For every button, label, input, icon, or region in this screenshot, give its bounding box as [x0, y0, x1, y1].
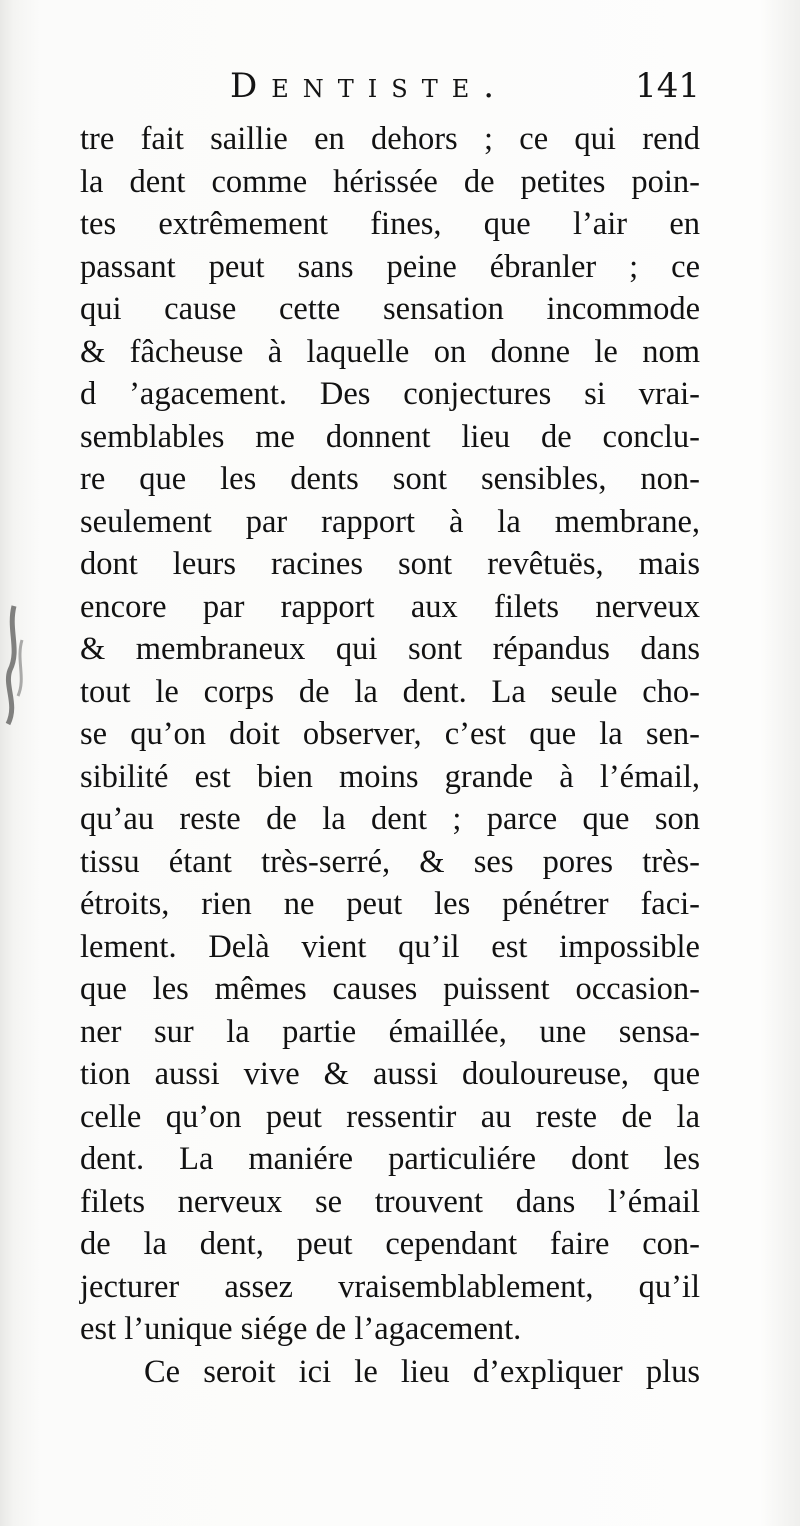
text-line: tre fait saillie en dehors ; ce qui rend — [80, 121, 700, 157]
text-line: & membraneux qui sont répandus dans — [80, 631, 700, 667]
text-line: tissu étant très-serré, & ses pores très- — [80, 843, 700, 880]
paragraph-end-line: est l’unique siége de l’agacement. — [80, 1311, 522, 1347]
text-line: lement. Delà vient qu’il est impossible — [80, 928, 700, 965]
text-line: d ’agacement. Des conjectures si vrai- — [80, 376, 700, 412]
text-line: se qu’on doit observer, c’est que la sen- — [80, 716, 700, 752]
body-text — [80, 118, 700, 1393]
text-line: celle qu’on peut ressentir au reste de la — [80, 1098, 700, 1135]
running-title: Dentiste. — [230, 66, 509, 106]
page-header — [80, 66, 700, 116]
text-line: étroits, rien ne peut les pénétrer faci- — [80, 886, 700, 922]
paragraph-start-line: Ce seroit ici le lieu d’expliquer plus — [144, 1353, 700, 1390]
text-line: dent. La maniére particuliére dont les — [80, 1141, 700, 1177]
text-line: encore par rapport aux filets nerveux — [80, 588, 700, 625]
text-line: de la dent, peut cependant faire con- — [80, 1226, 700, 1262]
text-line: passant peut sans peine ébranler ; ce — [80, 248, 700, 285]
text-line: tion aussi vive & aussi douloureuse, que — [80, 1056, 700, 1092]
text-line: filets nerveux se trouvent dans l’émail — [80, 1183, 700, 1220]
text-line: seulement par rapport à la membrane, — [80, 503, 700, 540]
text-line: que les mêmes causes puissent occasion- — [80, 971, 700, 1007]
text-line: qui cause cette sensation incommode — [80, 291, 700, 327]
text-line: jecturer assez vraisemblablement, qu’il — [80, 1268, 700, 1305]
text-line: & fâcheuse à laquelle on donne le nom — [80, 333, 700, 370]
page-number: 141 — [635, 66, 700, 106]
text-line: tes extrêmement fines, que l’air en — [80, 206, 700, 242]
text-line: tout le corps de la dent. La seule cho- — [80, 673, 700, 710]
text-line: semblables me donnent lieu de conclu- — [80, 418, 700, 455]
binding-thread-mark — [0, 600, 34, 730]
text-line: sibilité est bien moins grande à l’émail, — [80, 758, 700, 795]
text-line: la dent comme hérissée de petites poin- — [80, 163, 700, 200]
text-line: re que les dents sont sensibles, non- — [80, 461, 700, 497]
text-line: dont leurs racines sont revêtuës, mais — [80, 546, 700, 582]
text-line: qu’au reste de la dent ; parce que son — [80, 801, 700, 837]
text-line: ner sur la partie émaillée, une sensa- — [80, 1013, 700, 1050]
